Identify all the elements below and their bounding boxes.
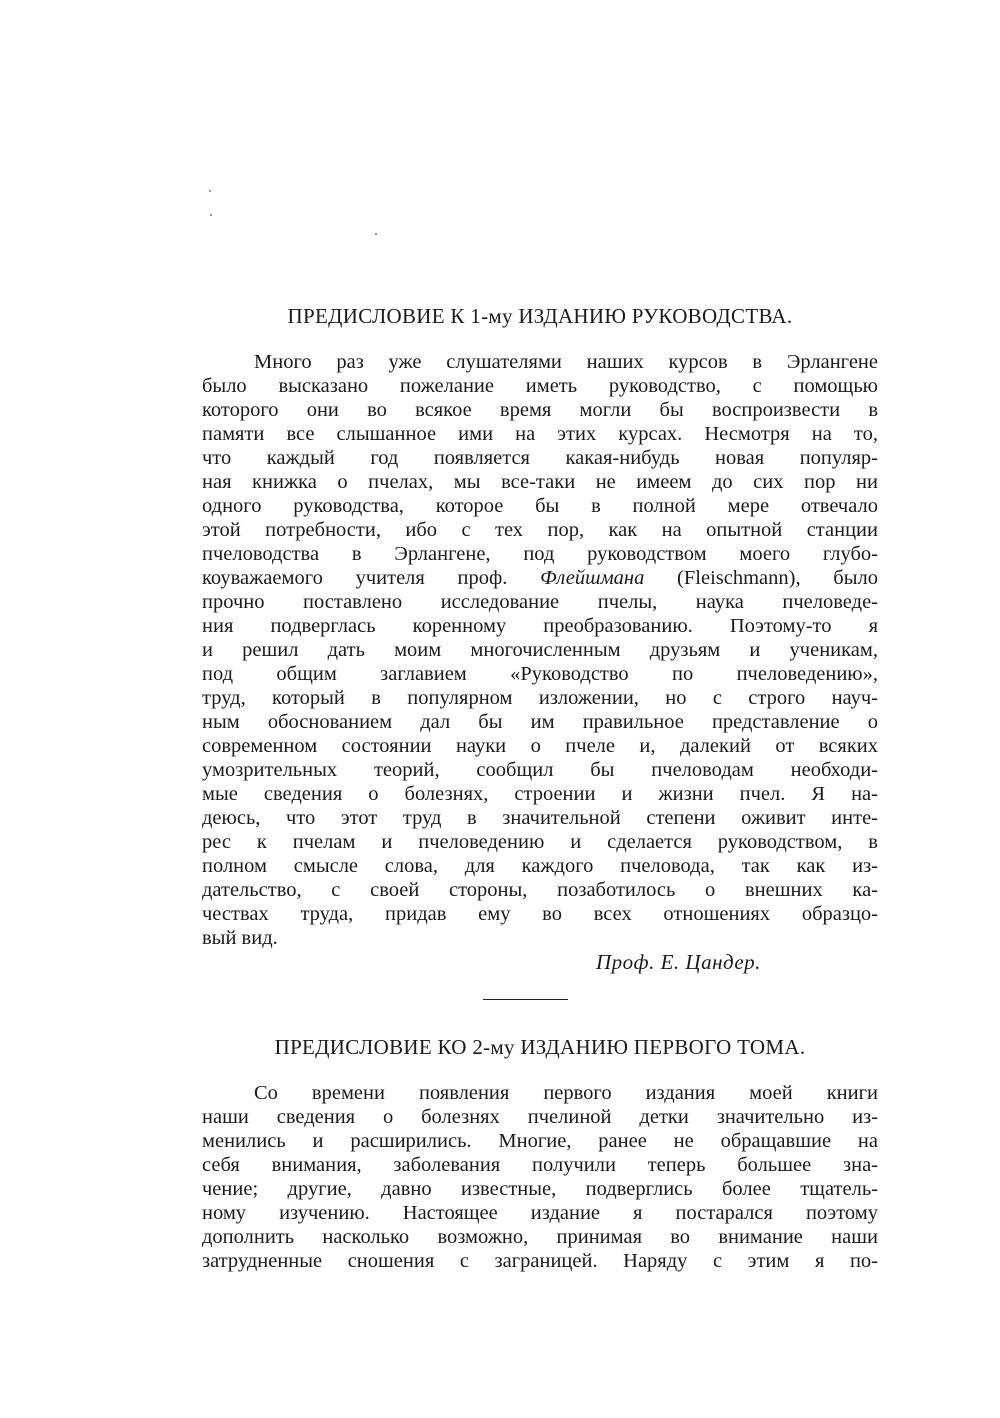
text-line: мые сведения о болезнях, строении и жизни пчел. Я на- [202,783,878,805]
text-line: наши сведения о болезнях пчелиной детки значительно из- [202,1106,878,1128]
text-line: чествах труда, придав ему во всех отношениях образцо- [202,903,878,925]
text-line: что каждый год появляется какая-нибудь новая популяр- [202,447,878,469]
text-line: было высказано пожелание иметь руководство, с помощью [202,375,878,397]
section-1-paragraph [202,350,878,950]
text-line: ния подверглась коренному преобразованию. Поэтому-то я [202,615,878,637]
section-1-heading: ПРЕДИСЛОВИЕ К 1-му ИЗДАНИЮ РУКОВОДСТВА. [287,304,793,328]
text-line: современном состоянии науки о пчеле и, далекий от всяких [202,735,878,757]
text-line: вый вид. [202,927,278,949]
text-line: ному изучению. Настоящее издание я постарался поэтому [202,1202,878,1224]
text-line [202,566,878,590]
section-2-paragraph [202,1081,878,1273]
text-line: прочно поставлено исследование пчелы, наука пчеловеде- [202,591,878,613]
text-line: дополнить насколько возможно, принимая во внимание наши [202,1226,878,1248]
text-line: пчеловодства в Эрлангене, под руководством моего глубо- [202,543,878,565]
text-line: дательство, с своей стороны, позаботилось о внешних ка- [202,879,878,901]
text-line: ным обоснованием дал бы им правильное представление о [202,711,878,733]
signature: Проф. Е. Цандер. [596,950,761,974]
italic-name: Флейшмана [540,567,645,589]
text-line: деюсь, что этот труд в значительной степени оживит инте- [202,807,878,829]
text-line: рес к пчелам и пчеловедению и сделается руководством, в [202,831,878,853]
text-line: одного руководства, которое бы в полной мере отвечало [202,495,878,517]
text-line: полном смысле слова, для каждого пчеловода, так как из- [202,855,878,877]
section-divider [483,999,568,1000]
scan-speck [209,190,211,192]
text-line: Много раз уже слушателями наших курсов в Эрлангене [254,351,878,373]
text-segment: (Fleischmann), было [644,567,878,589]
text-line: этой потребности, ибо с тех пор, как на опытной станции [202,519,878,541]
text-line: памяти все слышанное ими на этих курсах. Несмотря на то, [202,423,878,445]
text-line: менились и расширились. Многие, ранее не обращавшие на [202,1130,878,1152]
scan-speck [210,214,212,216]
text-line: себя внимания, заболевания получили теперь большее зна- [202,1154,878,1176]
text-line: которого они во всякое время могли бы воспроизвести в [202,399,878,421]
text-line: Со времени появления первого издания моей книги [254,1082,878,1104]
text-line: затрудненные сношения с заграницей. Наряду с этим я по- [202,1250,878,1272]
text-line: умозрительных теорий, сообщил бы пчеловодам необходи- [202,759,878,781]
scan-speck [375,233,377,235]
section-2-heading: ПРЕДИСЛОВИЕ КО 2-му ИЗДАНИЮ ПЕРВОГО ТОМА. [274,1035,806,1059]
text-segment: коуважаемого учителя проф. [202,567,541,589]
text-line: и решил дать моим многочисленным друзьям и ученикам, [202,639,878,661]
text-line: ная книжка о пчелах, мы все-таки не имеем до сих пор ни [202,471,878,493]
text-line: чение; другие, давно известные, подверглись более тщатель- [202,1178,878,1200]
text-line: труд, который в популярном изложении, но с строго науч- [202,687,878,709]
text-line: под общим заглавием «Руководство по пчеловедению», [202,663,878,685]
